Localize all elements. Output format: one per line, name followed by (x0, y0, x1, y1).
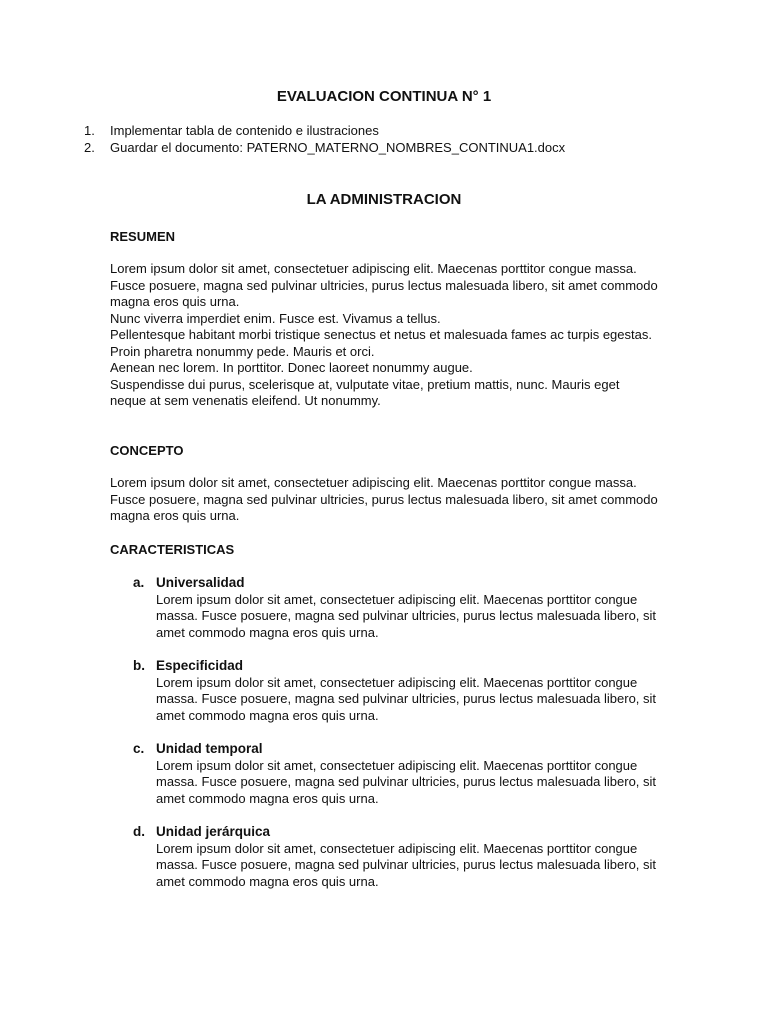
item-title: Universalidad (156, 575, 245, 590)
paragraph-line: massa. Fusce posuere, magna sed pulvinar ultricies, purus lectus malesuada libero, sit (156, 774, 657, 789)
paragraph-line: amet commodo magna eros quis urna. (156, 790, 379, 806)
characteristic-heading (133, 741, 673, 758)
item-title: Unidad jerárquica (156, 824, 271, 839)
paragraph-line: Fusce posuere, magna sed pulvinar ultricies, purus lectus malesuada libero, sit amet commodo (110, 277, 658, 293)
paragraph-line: Lorem ipsum dolor sit amet, consectetuer adipiscing elit. Maecenas porttitor congue (156, 840, 638, 856)
item-letter: a. (133, 575, 145, 590)
paragraph-line: amet commodo magna eros quis urna. (156, 707, 379, 723)
resumen-paragraph (110, 261, 670, 410)
task-item (84, 139, 565, 156)
document-title: EVALUACION CONTINUA N° 1 (276, 88, 492, 105)
section-title: LA ADMINISTRACION (306, 191, 462, 208)
caracteristicas-heading: CARACTERISTICAS (110, 542, 235, 557)
paragraph-line: Aenean nec lorem. In porttitor. Donec laoreet nonummy augue. (110, 360, 473, 375)
item-letter: b. (133, 658, 145, 673)
characteristic-item (133, 658, 673, 724)
task-text: Implementar tabla de contenido e ilustraciones (110, 123, 379, 138)
paragraph-line: massa. Fusce posuere, magna sed pulvinar ultricies, purus lectus malesuada libero, sit (156, 691, 657, 706)
paragraph-line: magna eros quis urna. (110, 508, 240, 523)
item-body (156, 592, 673, 642)
paragraph-line: Suspendisse dui purus, scelerisque at, vulputate vitae, pretium mattis, nunc. Mauris eget (110, 376, 620, 392)
characteristic-item (133, 741, 673, 807)
paragraph-line: Fusce posuere, magna sed pulvinar ultricies, purus lectus malesuada libero, sit amet commodo (110, 491, 658, 507)
characteristic-heading (133, 824, 673, 841)
paragraph-line: Lorem ipsum dolor sit amet, consectetuer adipiscing elit. Maecenas porttitor congue massa. (110, 475, 637, 490)
paragraph-line: massa. Fusce posuere, magna sed pulvinar ultricies, purus lectus malesuada libero, sit (156, 608, 657, 623)
paragraph-line: massa. Fusce posuere, magna sed pulvinar ultricies, purus lectus malesuada libero, sit (156, 857, 657, 872)
paragraph-line: Lorem ipsum dolor sit amet, consectetuer adipiscing elit. Maecenas porttitor congue (156, 591, 638, 607)
paragraph-line: Proin pharetra nonummy pede. Mauris et orci. (110, 343, 375, 359)
task-number: 1. (84, 123, 95, 138)
characteristic-item (133, 824, 673, 890)
characteristic-heading (133, 575, 673, 592)
paragraph-line: neque at sem venenatis eleifend. Ut nonummy. (110, 393, 381, 408)
paragraph-line: magna eros quis urna. (110, 294, 240, 309)
resumen-heading: RESUMEN (110, 229, 176, 244)
item-title: Unidad temporal (156, 741, 263, 756)
item-letter: d. (133, 824, 145, 839)
paragraph-line: amet commodo magna eros quis urna. (156, 624, 379, 640)
characteristic-heading (133, 658, 673, 675)
paragraph-line: amet commodo magna eros quis urna. (156, 873, 379, 889)
concepto-heading: CONCEPTO (110, 443, 184, 458)
item-title: Especificidad (156, 658, 244, 673)
paragraph-line: Lorem ipsum dolor sit amet, consectetuer adipiscing elit. Maecenas porttitor congue (156, 674, 638, 690)
paragraph-line: Nunc viverra imperdiet enim. Fusce est. Vivamus a tellus. (110, 310, 441, 326)
task-text: Guardar el documento: PATERNO_MATERNO_NOMBRES_CONTINUA1.docx (110, 140, 566, 155)
paragraph-line: Lorem ipsum dolor sit amet, consectetuer adipiscing elit. Maecenas porttitor congue massa. (110, 261, 637, 276)
item-body (156, 675, 673, 725)
item-body (156, 841, 673, 891)
concepto-paragraph (110, 475, 670, 525)
paragraph-line: Lorem ipsum dolor sit amet, consectetuer adipiscing elit. Maecenas porttitor congue (156, 757, 638, 773)
characteristic-item (133, 575, 673, 641)
task-list (84, 122, 565, 156)
task-item (84, 122, 565, 139)
item-letter: c. (133, 741, 145, 756)
paragraph-line: Pellentesque habitant morbi tristique senectus et netus et malesuada fames ac turpis egestas. (110, 327, 652, 342)
task-number: 2. (84, 140, 95, 155)
item-body (156, 758, 673, 808)
